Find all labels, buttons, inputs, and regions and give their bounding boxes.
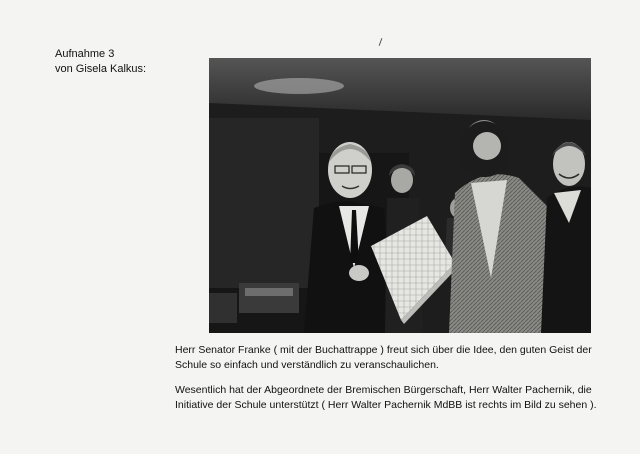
photo-icon — [209, 58, 591, 333]
photograph — [209, 58, 591, 333]
photo-number: Aufnahme 3 — [55, 48, 115, 60]
caption-paragraph-senator: Herr Senator Franke ( mit der Buchattrappe ) freut sich über die Idee, den guten Geist der Schule so einfach und verständlich zu veranschaulichen. — [175, 344, 592, 371]
photo-credit — [55, 47, 146, 77]
photo-caption — [175, 343, 615, 423]
caption-paragraph-pachernik: Wesentlich hat der Abgeordnete der Bremischen Bürgerschaft, Herr Walter Pachernik, die Initiative der Schule unterstützt ( Herr Walter Pachernik MdBB ist rechts im Bild zu sehen ). — [175, 384, 597, 411]
photographer: von Gisela Kalkus: — [55, 63, 147, 75]
